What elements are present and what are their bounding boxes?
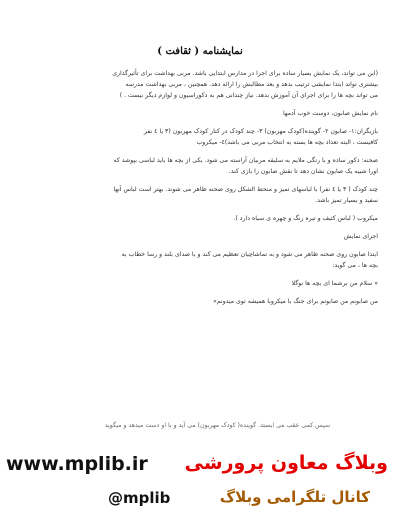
paragraph-verse-2 (22, 296, 378, 307)
line: چند کودک ( ۳ یا ٤ نفر) با لباسهای تمیز و منحط الشکل روی صحنه ظاهر می شوند. بهتر است لباس آنها (113, 186, 378, 193)
document-body (22, 68, 378, 314)
line: نام نمایش صابون، دوست خوب آدمها (282, 110, 378, 117)
paragraph-cast (22, 126, 378, 148)
line: بیشتری تواند ابتدا نمایشی ترتیب بدهد و بعد مطالبش را ارائه دهد. همچنین ، مربی بهداشت مدرسه (125, 81, 378, 88)
paragraph-children (22, 184, 378, 206)
section-heading-performance (22, 231, 378, 242)
line: اجرای نمایش (343, 233, 378, 240)
line: اورا شبیه یک صابون نشان دهد تا نقش صابون را بازی کند. (228, 168, 378, 175)
line: میکروب ( لباس کثیف و تیره رنگ و چهره ی سیاه دارد ). (233, 215, 378, 222)
line: ابتدا صابون روی صحنه ظاهر می شود و به تماشاچیان تعظیم می کند و با صدای بلند و رسا خطاب به (121, 251, 378, 258)
telegram-handle: @mplib (108, 489, 171, 507)
line: بچه ها ، می گوید: (332, 262, 378, 269)
line: صحنه: دکور ساده و با رنگی ملایم به سلیقه مربیان آراسته می شود. یکی از بچه ها باید لباسی بپوشد که (113, 157, 378, 164)
line: « سلام من برشما ای بچه ها نوگلا (291, 280, 378, 287)
line: کافیست ، البته تعداد بچه ها بسته به انتخاب مربی می باشد)٤- میکروب (196, 139, 378, 146)
partial-line: سپس کمی عقب می ایستد. گوینده( کودک مهربون) می آید و با او دست میدهد و میگوید (104, 422, 330, 429)
page-title: نمایشنامه ( ثقافت ) (157, 46, 243, 57)
watermark-footer (0, 450, 400, 517)
line: (این می تواند، یک نمایش بسیار ساده برای اجرا در مدارس ابتدایی باشد. مربی بهداشت برای تأثیرگذاری (112, 70, 378, 77)
paragraph-scene (22, 155, 378, 177)
paragraph-intro-1 (22, 68, 378, 101)
site-url: www.mplib.ir (6, 453, 148, 475)
line: من صابونم من صابونم برای جنگ با میکروبا همیشه توی میدونم» (212, 298, 378, 305)
paragraph-name (22, 108, 378, 119)
line: بازیگران:۱- صابون ۲- گوینده(کودک مهربون) ۳- چند کودک در کنار کودک مهربون (۳ یا ٤ نفر (143, 128, 378, 135)
line: سفید و بسیار تمیز باشد. (315, 197, 378, 204)
paragraph-verse-1 (22, 278, 378, 289)
telegram-channel-label: کانال تلگرامی وبلاگ (219, 488, 370, 506)
blog-name: وبلاگ معاون پرورشی (184, 452, 388, 474)
paragraph-opening (22, 249, 378, 271)
line: می تواند بچه ها را برای اجرای آن آموزش بدهد. نیاز چندانی هم به دکوراسیون و لوازم دیگر نیست . ) (119, 92, 378, 99)
paragraph-microbe (22, 213, 378, 224)
